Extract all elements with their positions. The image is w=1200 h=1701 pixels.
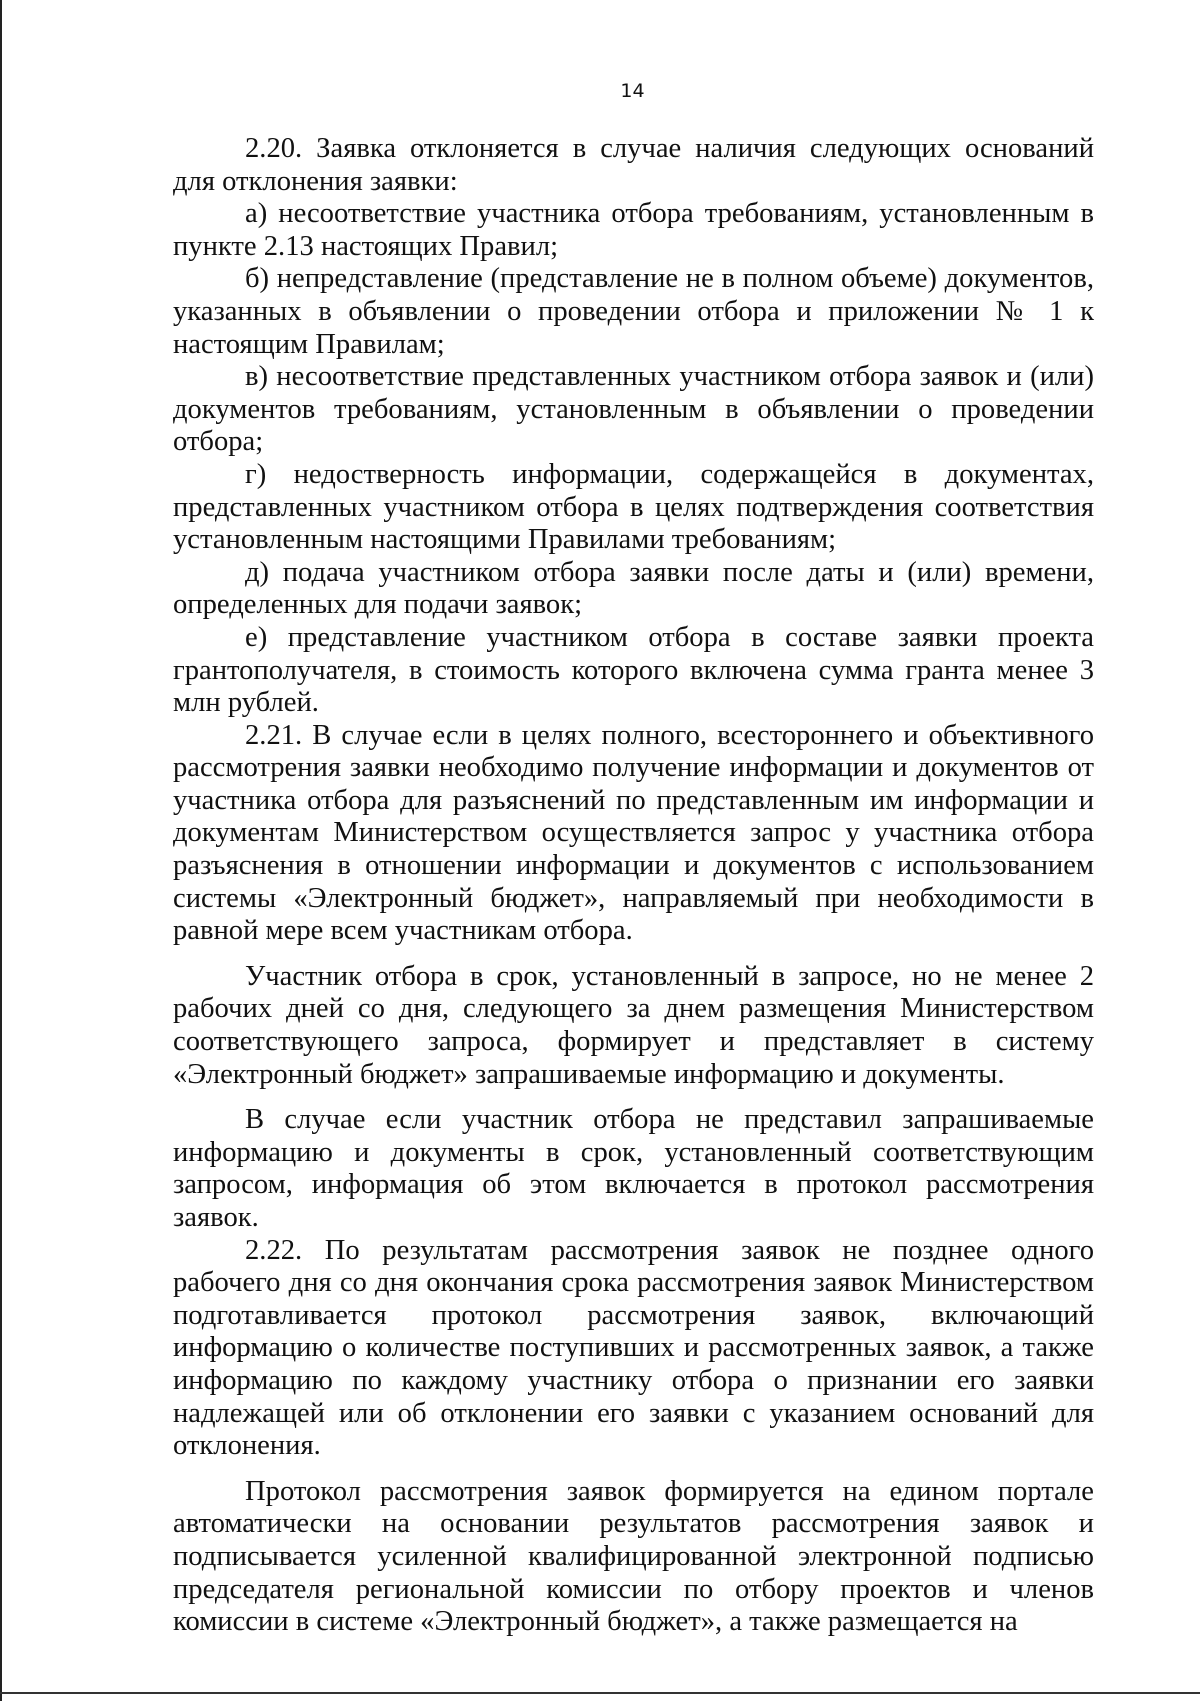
scan-edge-bottom	[0, 1692, 1200, 1694]
paragraph-not-submitted: В случае если участник отбора не представил запрашиваемые информацию и документы в срок, установленный соответствующим запросом, информация об этом включается в протокол рассмотрения заявок.	[173, 1104, 1094, 1233]
paragraph-2-20: 2.20. Заявка отклоняется в случае наличия следующих оснований для отклонения заявки:	[173, 133, 1094, 197]
paragraph-2-22: 2.22. По результатам рассмотрения заявок не позднее одного рабочего дня со дня окончания срока рассмотрения заявок Министерством подготавливается протокол рассмотрения заявок, включающий информацию о количестве поступивших и рассмотренных заявок, а также информацию по каждому участнику отбора о признании его заявки надлежащей или об отклонении его заявки с указанием оснований для отклонения.	[173, 1234, 1094, 1462]
paragraph-item-b: б) непредставление (представление не в полном объеме) документов, указанных в объявлении о проведении отбора и приложении № 1 к настоящим Правилам;	[173, 263, 1094, 360]
paragraph-item-g: г) недостверность информации, содержащейся в документах, представленных участником отбора в целях подтверждения соответствия установленным настоящими Правилами требованиям;	[173, 458, 1094, 556]
paragraph-2-21: 2.21. В случае если в целях полного, всестороннего и объективного рассмотрения заявки необходимо получение информации и документов от участника отбора для разъяснений по представленным им информации и документам Министерством осуществляется запрос у участника отбора разъяснения в отношении информации и документов с использованием системы «Электронный бюджет», направляемый при необходимости в равной мере всем участникам отбора.	[173, 719, 1094, 947]
paragraph-protocol: Протокол рассмотрения заявок формируется на едином портале автоматически на основании результатов рассмотрения заявок и подписывается усиленной квалифицированной электронной подписью председателя региональной комиссии по отбору проектов и членов комиссии в системе «Электронный бюджет», а также размещается на	[173, 1475, 1094, 1638]
paragraph-item-a: а) несоответствие участника отбора требованиям, установленным в пункте 2.13 настоящих Правил;	[173, 198, 1094, 262]
paragraph-participant-deadline: Участник отбора в срок, установленный в запросе, но не менее 2 рабочих дней со дня, следующего за днем размещения Министерством соответствующего запроса, формирует и представляет в систему «Электронный бюджет» запрашиваемые информацию и документы.	[173, 960, 1094, 1090]
paragraph-item-v: в) несоответствие представленных участником отбора заявок и (или) документов требованиям, установленным в объявлении о проведении отбора;	[173, 361, 1094, 458]
document-body	[173, 133, 1094, 1639]
paragraph-item-d: д) подача участником отбора заявки после даты и (или) времени, определенных для подачи заявок;	[173, 556, 1094, 621]
paragraph-item-e: е) представление участником отбора в составе заявки проекта грантополучателя, в стоимость которого включена сумма гранта менее 3 млн рублей.	[173, 621, 1094, 719]
scan-edge-left	[0, 0, 2, 1701]
page-number: 14	[620, 80, 645, 102]
